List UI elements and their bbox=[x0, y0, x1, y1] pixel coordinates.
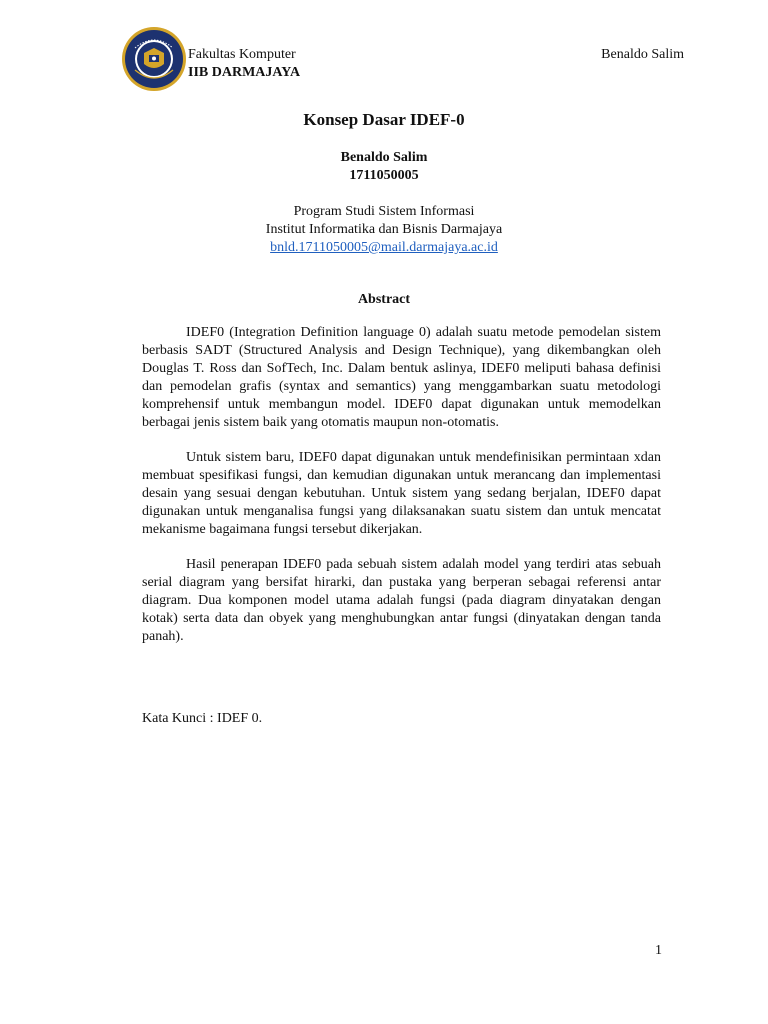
author-email-link[interactable]: bnld.1711050005@mail.darmajaya.ac.id bbox=[270, 240, 498, 255]
study-program: Program Studi Sistem Informasi bbox=[293, 204, 475, 219]
header-author: Benaldo Salim bbox=[601, 47, 684, 62]
institution-short-name: IIB DARMAJAYA bbox=[188, 65, 301, 80]
keywords: Kata Kunci : IDEF 0. bbox=[142, 711, 263, 726]
paper-title: Konsep Dasar IDEF-0 bbox=[303, 110, 465, 129]
header-left bbox=[188, 46, 300, 82]
author-name: Benaldo Salim bbox=[340, 150, 428, 165]
abstract-paragraph: Untuk sistem baru, IDEF0 dapat digunakan untuk mendefinisikan permintaan xdan membuat spesifikasi fungsi, dan kemudian digunakan untuk merancang dan implementasi desain yang sesuai dengan kebutuhan. Untuk sistem yang sedang berjalan, IDEF0 dapat digunakan untuk menganalisa fungsi yang dilaksanakan suatu sistem dan untuk mencatat mekanisme bagaimana fungsi tersebut dikerjakan. bbox=[142, 450, 661, 537]
institute-name: Institut Informatika dan Bisnis Darmajaya bbox=[265, 222, 503, 237]
abstract-paragraph: Hasil penerapan IDEF0 pada sebuah sistem adalah model yang terdiri atas sebuah serial diagram yang bersifat hirarki, dan pustaka yang berperan sebagai referensi antar diagram. Dua komponen model utama adalah fungsi (pada diagram dinyatakan dengan kotak) serta data dan obyek yang menghubungkan antar fungsi (dinyatakan dengan tanda panah). bbox=[142, 557, 661, 644]
page-number: 1 bbox=[655, 943, 662, 958]
faculty-name: Fakultas Komputer bbox=[188, 47, 296, 62]
author-block bbox=[0, 149, 768, 185]
affiliation-block bbox=[0, 203, 768, 257]
abstract-paragraph: IDEF0 (Integration Definition language 0) adalah suatu metode pemodelan sistem berbasis SADT (Structured Analysis and Design Technique), yang dikembangkan oleh Douglas T. Ross dan SofTech, Inc. Dalam bentuk aslinya, IDEF0 meliputi bahasa definisi dan pemodelan grafis (syntax and semantics) yang menggambarkan suatu metodologi komprehensif untuk membangun model. IDEF0 dapat digunakan untuk memodelkan berbagai jenis sistem baik yang otomatis maupun non-otomatis. bbox=[142, 325, 661, 430]
university-logo bbox=[121, 26, 187, 92]
student-id: 1711050005 bbox=[349, 168, 419, 183]
abstract-heading: Abstract bbox=[357, 292, 411, 307]
abstract-body bbox=[142, 324, 661, 663]
